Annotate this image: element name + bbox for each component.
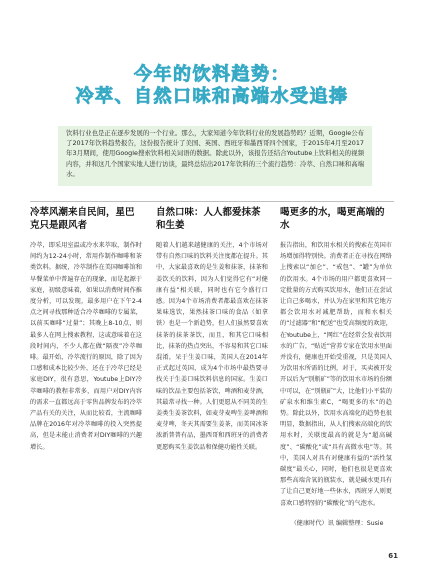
column-3-body: 报告指出，和饮用水相关的搜索在英国市场增加得特别快。消费者正在寻找在网络上搜索以“加仑”、“戒包”、“罐”为单位的饮用水。4个市场的用户都更喜欢同一定批量的方式购买饮用水，他们正在尝试让自己多喝水，并认为在家里和其它地方都会饮用水对减肥帮助，而和水相关的“过滤器”和“配送”也受高频度的欢迎，在Youtube上，“网红”在经常会发表饮用水的广告，“贴近”营养专家在饮用水里面并没有，健康也开始受重视，只是美国人为饮用水所需的比例，对于，买卖被开发开以后为“别瓶矿”等的饮用水市场的份额中可以，在“别瓶矿”大，比他们小平装的矿泉水和维生素C，“喝更多的水”的趋势。除此以外，饮用水高端化的趋势也很明显，数据指出，从人们搜索高端化的饮用水时，关联度最高的就是为“超高碱度”、“碳酸化”或“具有高微水电”等。其中，美国人对具有对健康有益的“活性氢碳度”最关心，同时，他们也很是更喜欢那些高端含氧的瓶装水，就是碱水更具有了让自己更好地一些休水，西班牙人则更喜欢口感特别的“碳酸化”的气泡水。 [280, 242, 392, 507]
column-2-heading: 自然口味：人人都爱抹茶和生姜 [156, 207, 261, 231]
credit-line: （健康时代）讯 编辑整理：Susie [290, 520, 384, 527]
title-line-2: 冷萃、自然口味和高端水受追捧 [75, 86, 349, 107]
column-1-heading: 冷萃风潮来自民间，星巴克只是跟风者 [30, 207, 135, 231]
column-2-body: 随着人们越来越健康的关注，4个市场对带有自然口味的饮料关注度都在提升。其中，大家最喜欢的是生姜和抹茶，抹茶和姜饮关的饮料，因为人们觉得它有“对健康有益”相关联，同时也有它令盛行口感。因为4个市场消费者都最喜欢在抹茶果味选饮，果然抹茶口味的食品（如拿铁）也是一个新趋势，但人们虽然要喜欢抹茶的抹茶茶饮，而且，和其它口味相比，抹茶的热点突出，不容易和其它口味混淆，呆于生姜口味，美国人在2014年正式起过英国，成为4个市场中最热要寻找关于生姜口味饮料信息的国家。生姜口味的饮品主要包括茶饮，啤酒和麦芽酒，其最常寻找一种。人们更愿从不同美的生姜类生姜茶饮料，如麦芽麦啤生姜啤酒和麦芽啤，冬天其需要生姜茶，而美国冰茶浓新普普有品，墨西哥和西班牙的消费者更愿购买生姜饮品和保健功能性关联。 [156, 242, 268, 451]
column-1-body: 冷萃，即采用室温或冷水来萃取，制作时间约为12-24小时，常用作制作咖啡和茶类饮料。据统，冷萃制作在美国咖啡馆和早餐菜单中普遍存在的现象，而是起源于家庭，初级意味着，如果以消费时间作推度分析，可以发现，最多用户在下午2-4点之间寻找那种适合冷萃咖啡的专属菜，以前买咖啡“过量”；其晚上8-10点，则最多人在网上搜索教程，这或意味着在这段时间内，不少人都在做“隔夜”冷萃咖啡。最开始，冷萃流行的原因，除了因为口感和成本比较少外，还在于冷萃已经是家庭DIY，很有意思，Youtube上DIY冷萃咖啡的教程非常多，而用户对DIY内容的需求一直都远高于零售品牌发布的冷萃产品有关的关注，从而比较看，主流咖啡品牌在2016年对冷萃咖啡的投入突然提高，但是未能止消费者对DIY咖啡的兴趣增长。 [30, 242, 142, 451]
column-3-heading: 喝更多的水，喝更高端的水 [280, 207, 385, 231]
page-number: 61 [388, 552, 398, 560]
intro-box [58, 126, 372, 186]
title-line-1: 今年的饮料趋势： [134, 64, 290, 85]
column-2 [156, 206, 268, 451]
divider [30, 201, 394, 202]
column-3 [280, 206, 392, 507]
column-1 [30, 206, 142, 451]
title-block [0, 64, 424, 108]
intro-text: 饮料行业也是正在逐步发展的一个行业。那么，大家知道今年饮料行业的发展趋势吗？近期，Google公布了2017年饮料趋势报告，这份报告统计了美国、英国、西班牙和墨西哥四个国家，于2015年4月至2017年3月期间，使用Google搜索饮料相关词语的数据。除此以外，该报告还结合Youtube上饮料相关的视频内容，并和这几个国家实地人进行访谈，最终总结出2017年饮料的三个流行趋势：冷萃、自然口味和高端水。 [66, 129, 364, 178]
